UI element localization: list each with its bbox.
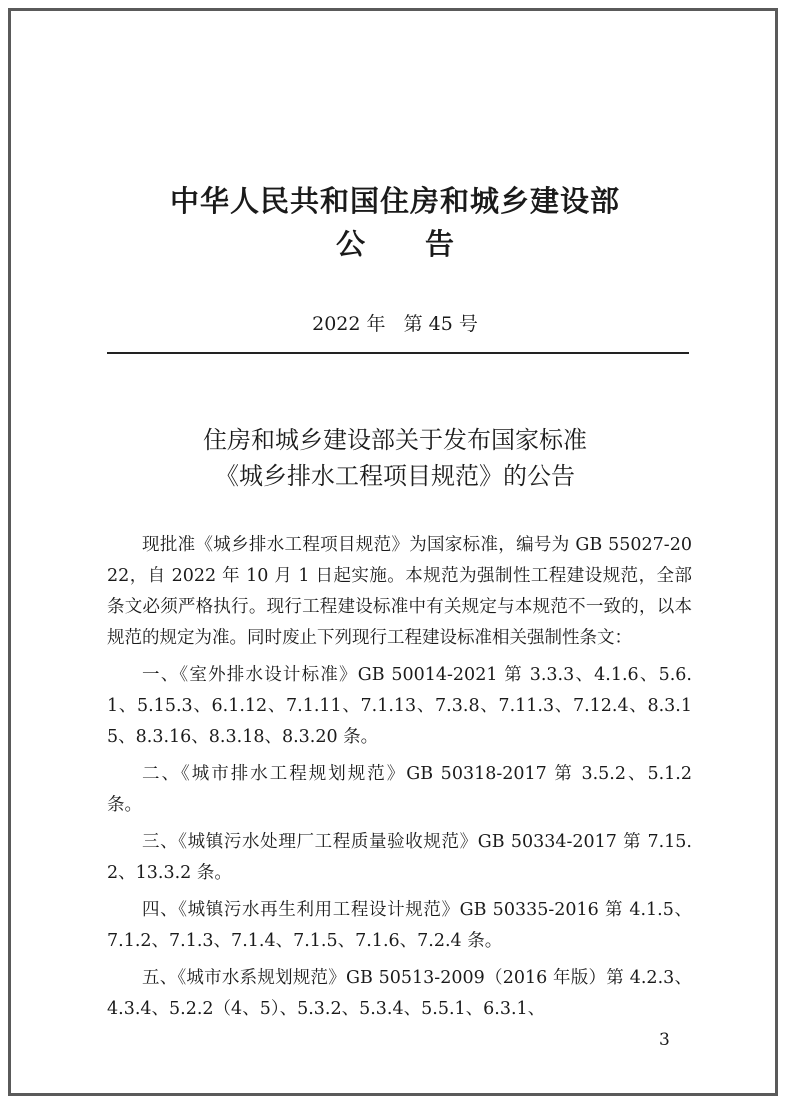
notice-title-line-2: 《城乡排水工程项目规范》的公告 [215, 462, 575, 490]
issuer-title: 中华人民共和国住房和城乡建设部 [169, 184, 620, 218]
document-type: 公告 [335, 227, 514, 261]
list-item: 四、《城镇污水再生利用工程设计规范》GB 50335-2016 第 4.1.5、7.1.2、7.1.3、7.1.4、7.1.5、7.1.6、7.2.4 条。 [107, 900, 692, 951]
list-item: 二、《城市排水工程规划规范》GB 50318-2017 第 3.5.2、5.1.2 条。 [107, 764, 692, 815]
page-number: 3 [659, 1030, 670, 1050]
notice-title-line-1: 住房和城乡建设部关于发布国家标准 [203, 426, 587, 454]
notice-title [0, 422, 790, 494]
list-item: 五、《城市水系规划规范》GB 50513-2009（2016 年版）第 4.2.3、4.3.4、5.2.2（4、5）、5.3.2、5.3.4、5.5.1、6.3.1、 [107, 968, 692, 1019]
header-divider [107, 352, 689, 354]
intro-paragraph: 现批准《城乡排水工程项目规范》为国家标准，编号为 GB 55027-2022，自 2022 年 10 月 1 日起实施。本规范为强制性工程建设规范，全部条文必须严格执行。现行工程建设标准中有关规定与本规范不一致的，以本规范的规定为准。同时废止下列现行工程建设标准相关强制性条文： [107, 535, 692, 648]
notice-body [107, 530, 692, 1031]
list-item: 一、《室外排水设计标准》GB 50014-2021 第 3.3.3、4.1.6、5.6.1、5.15.3、6.1.12、7.1.11、7.1.13、7.3.8、7.11.3、7.12.4、8.3.15、8.3.16、8.3.18、8.3.20 条。 [107, 665, 692, 747]
list-item: 三、《城镇污水处理厂工程质量验收规范》GB 50334-2017 第 7.15.2、13.3.2 条。 [107, 832, 692, 883]
document-number: 2022 年 第 45 号 [312, 313, 478, 335]
